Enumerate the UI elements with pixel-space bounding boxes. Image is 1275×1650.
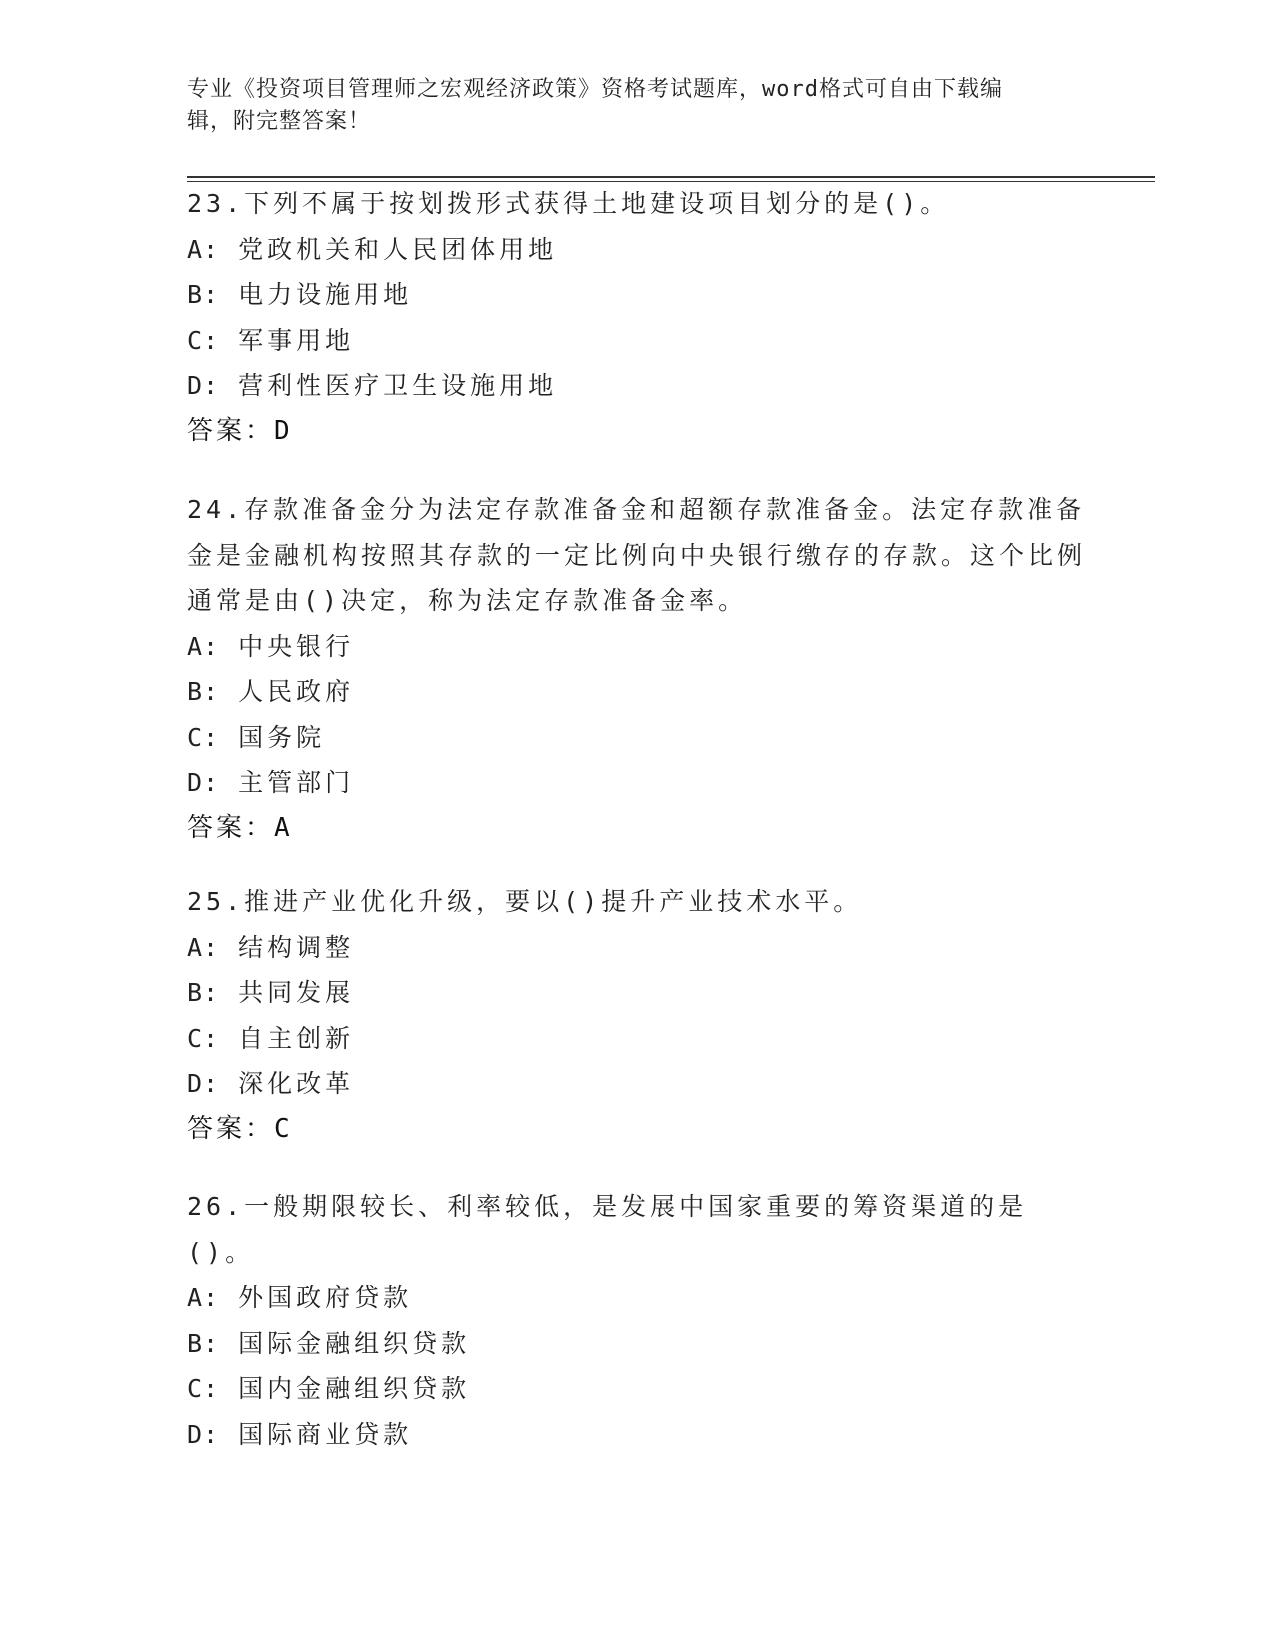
question-25 — [187, 878, 1087, 1152]
question-26 — [187, 1183, 1087, 1457]
option-letter: D: — [187, 768, 220, 797]
option-letter: C: — [187, 1374, 220, 1403]
question-stem: 23.下列不属于按划拨形式获得土地建设项目划分的是()。 — [187, 189, 950, 218]
option-text: 中央银行 — [238, 631, 355, 661]
answer-value: A — [274, 812, 293, 843]
option-a — [187, 1275, 1087, 1321]
answer-label: 答案： — [187, 415, 275, 446]
answer-line — [187, 409, 1087, 455]
option-letter: D: — [187, 371, 220, 400]
question-stem: 24.存款准备金分为法定存款准备金和超额存款准备金。法定存款准备金是金融机构按照其存款的一定比例向中央银行缴存的存款。这个比例通常是由()决定，称为法定存款准备金率。 — [187, 495, 1087, 615]
option-d — [187, 1412, 1087, 1458]
option-text: 自主创新 — [238, 1023, 355, 1053]
option-letter: B: — [187, 280, 220, 309]
option-text: 深化改革 — [238, 1069, 355, 1098]
option-text: 国务院 — [238, 722, 326, 752]
answer-label: 答案： — [187, 1113, 275, 1144]
option-letter: B: — [187, 978, 220, 1007]
option-letter: A: — [187, 1283, 220, 1312]
question-stem: 26.一般期限较长、利率较低，是发展中国家重要的筹资渠道的是()。 — [187, 1192, 1028, 1267]
option-text: 国际商业贷款 — [238, 1419, 413, 1449]
answer-line — [187, 1107, 1087, 1153]
answer-label: 答案： — [187, 812, 275, 843]
question-23 — [187, 180, 1087, 454]
option-b — [187, 1321, 1087, 1367]
option-c — [187, 318, 1087, 364]
option-letter: B: — [187, 677, 220, 706]
option-text: 结构调整 — [238, 932, 355, 962]
question-24 — [187, 486, 1087, 851]
option-c — [187, 715, 1087, 761]
question-stem: 25.推进产业优化升级，要以()提升产业技术水平。 — [187, 887, 863, 916]
document-header — [187, 74, 1067, 138]
option-c — [187, 1366, 1087, 1412]
header-divider-thick — [187, 176, 1155, 178]
option-a — [187, 925, 1087, 971]
option-letter: C: — [187, 325, 220, 355]
option-letter: C: — [187, 722, 220, 752]
option-b — [187, 970, 1087, 1016]
option-text: 共同发展 — [238, 978, 355, 1007]
header-line-1: 专业《投资项目管理师之宏观经济政策》资格考试题库，word格式可自由下载编 — [187, 77, 1003, 102]
option-text: 军事用地 — [238, 325, 355, 355]
answer-line — [187, 806, 1087, 852]
option-d — [187, 1061, 1087, 1107]
header-line-2: 辑，附完整答案！ — [187, 109, 372, 134]
option-letter: B: — [187, 1328, 220, 1358]
option-letter: D: — [187, 1419, 220, 1449]
option-text: 党政机关和人民团体用地 — [238, 234, 558, 264]
option-text: 外国政府贷款 — [238, 1283, 413, 1312]
option-letter: A: — [187, 932, 220, 962]
option-letter: D: — [187, 1069, 220, 1098]
answer-value: D — [274, 415, 293, 446]
option-text: 营利性医疗卫生设施用地 — [238, 371, 558, 400]
option-c — [187, 1016, 1087, 1062]
option-text: 电力设施用地 — [238, 280, 413, 309]
option-letter: A: — [187, 631, 220, 661]
option-text: 人民政府 — [238, 677, 355, 706]
option-b — [187, 669, 1087, 715]
answer-value: C — [274, 1113, 293, 1144]
option-a — [187, 227, 1087, 273]
option-b — [187, 272, 1087, 318]
option-d — [187, 363, 1087, 409]
option-text: 主管部门 — [238, 768, 355, 797]
option-a — [187, 624, 1087, 670]
option-d — [187, 760, 1087, 806]
option-letter: A: — [187, 234, 220, 264]
option-letter: C: — [187, 1023, 220, 1053]
option-text: 国际金融组织贷款 — [238, 1328, 471, 1358]
option-text: 国内金融组织贷款 — [238, 1374, 471, 1403]
